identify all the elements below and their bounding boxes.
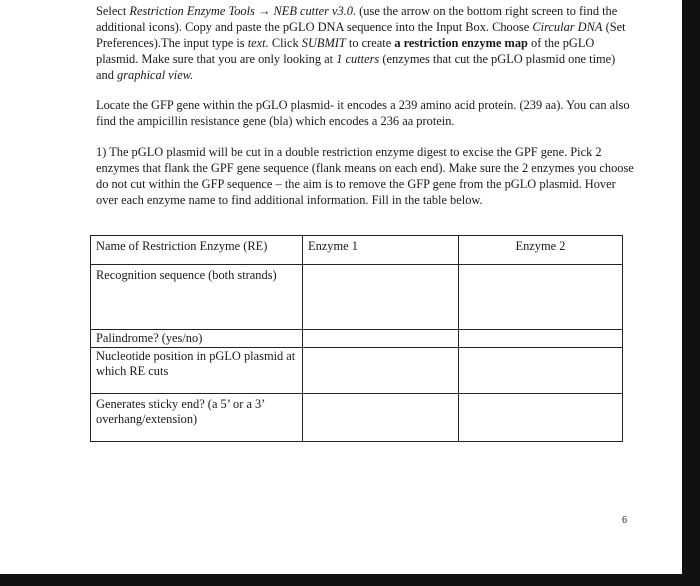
instruction-paragraph-3: 1) The pGLO plasmid will be cut in a double restriction enzyme digest to excise the GPF gene. Pick 2 enzymes that flank the GPF gene sequence (flank means on each end). Make sure the 2 enzymes you choose do not cut within the GFP sequence – the aim is to remove the GFP gene from the pGLO plasmid. Hover over each enzyme name to find additional information. Fill in the table below.	[96, 145, 634, 207]
cell-enzyme-1-sticky-end[interactable]	[303, 394, 459, 442]
row-label-sticky-end: Generates sticky end? (a 5’ or a 3’ overhang/extension)	[91, 394, 303, 442]
instruction-run: NEB cutter v3.0.	[273, 4, 357, 18]
enzyme-table	[90, 235, 623, 442]
instruction-run: 1 cutters	[336, 52, 380, 66]
cell-enzyme-2-palindrome[interactable]	[459, 329, 623, 348]
instruction-run: (Set Preferences).The input type is	[96, 20, 626, 50]
cell-enzyme-1-recognition[interactable]	[303, 265, 459, 329]
instruction-run: Click	[268, 36, 302, 50]
instruction-run: Restriction Enzyme Tools	[129, 4, 255, 18]
instruction-run: SUBMIT	[301, 36, 346, 50]
screen-edge-right	[682, 0, 700, 586]
instruction-paragraph-2: Locate the GFP gene within the pGLO plasmid- it encodes a 239 amino acid protein. (239 aa). You can also find the ampicillin resistance gene (bla) which encodes a 236 aa protein.	[96, 98, 630, 128]
header-re-name: Name of Restriction Enzyme (RE)	[91, 236, 303, 265]
instruction-run: Select	[96, 4, 130, 18]
row-label-recognition-sequence: Recognition sequence (both strands)	[91, 265, 303, 329]
table-header-row	[91, 236, 623, 265]
instruction-run: a restriction enzyme map	[394, 36, 528, 50]
table-row	[91, 329, 623, 348]
instruction-run: →	[254, 4, 274, 18]
cell-enzyme-1-cut-position[interactable]	[303, 348, 459, 394]
header-enzyme-2: Enzyme 2	[459, 236, 623, 265]
instruction-run: (use the arrow on the bottom right screen to find the additional icons). Copy and paste the pGLO DNA sequence into the Input Box. Choose	[96, 4, 618, 34]
instruction-run: Circular DNA	[532, 20, 603, 34]
row-label-cut-position: Nucleotide position in pGLO plasmid at which RE cuts	[91, 348, 303, 394]
instruction-run: text.	[247, 36, 269, 50]
instruction-run: graphical view.	[117, 68, 194, 82]
header-enzyme-1: Enzyme 1	[303, 236, 459, 265]
table-row	[91, 265, 623, 329]
instruction-run: of the pGLO plasmid. Make sure that you are only looking at	[96, 36, 595, 66]
instruction-run: to create	[345, 36, 395, 50]
page-number: 6	[622, 515, 627, 526]
instruction-paragraph-1	[96, 3, 636, 83]
cell-enzyme-2-sticky-end[interactable]	[459, 394, 623, 442]
screen-edge-bottom	[0, 574, 700, 586]
table-row	[91, 348, 623, 394]
table-row	[91, 394, 623, 442]
cell-enzyme-2-cut-position[interactable]	[459, 348, 623, 394]
instruction-run: (enzymes that cut the pGLO plasmid one time) and	[96, 52, 616, 82]
cell-enzyme-2-recognition[interactable]	[459, 265, 623, 329]
row-label-palindrome: Palindrome? (yes/no)	[91, 329, 303, 348]
cell-enzyme-1-palindrome[interactable]	[303, 329, 459, 348]
